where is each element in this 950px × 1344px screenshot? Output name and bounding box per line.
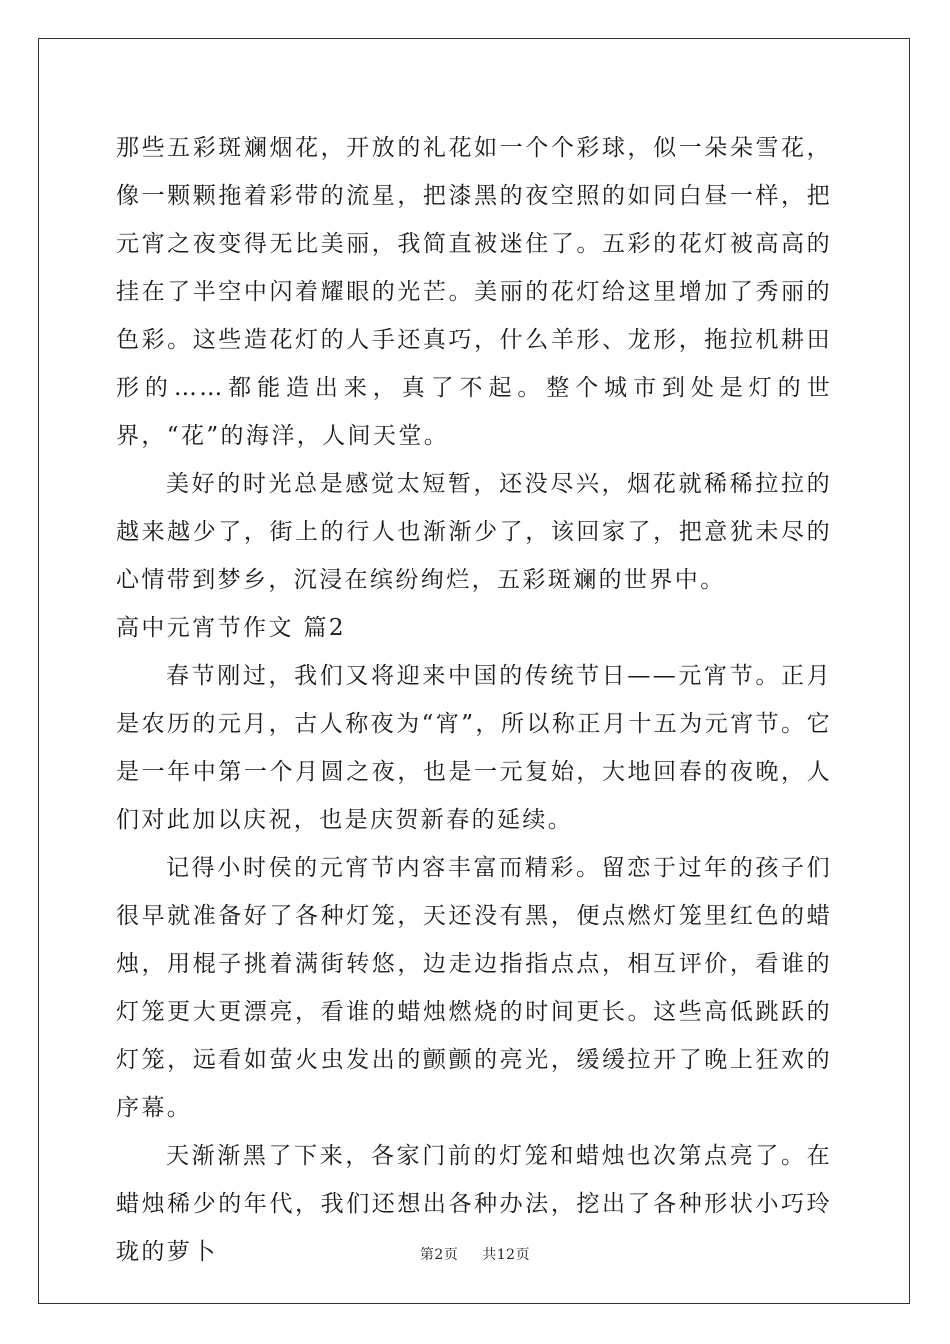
paragraph-fireworks: 那些五彩斑斓烟花，开放的礼花如一个个彩球，似一朵朵雪花，像一颗颗拖着彩带的流星，把漆黑的夜空照的如同白昼一样，把元宵之夜变得无比美丽，我简直被迷住了。五彩的花灯被高高的挂在了半空中闪着耀眼的光芒。美丽的花灯给这里增加了秀丽的色彩。这些造花灯的人手还真巧，什么羊形、龙形，拖拉机耕田形的……都能造出来，真了不起。整个城市到处是灯的世界，“花”的海洋，人间天堂。 (116, 135, 832, 449)
paragraph-lantern-festival-intro: 春节刚过，我们又将迎来中国的传统节日——元宵节。正月是农历的元月，古人称夜为“宵”，所以称正月十五为元宵节。它是一年中第一个月圆之夜，也是一元复始，大地回春的夜晚，人们对此加以庆祝，也是庆贺新春的延续。 (116, 663, 832, 833)
page-number: 第2页 (419, 1247, 459, 1263)
document-body (116, 124, 832, 1276)
paragraph-childhood-lanterns: 记得小时侯的元宵节内容丰富而精彩。留恋于过年的孩子们很早就准备好了各种灯笼，天还没有黑，便点燃灯笼里红色的蜡烛，用棍子挑着满街转悠，边走边指指点点，相互评价，看谁的灯笼更大更漂亮，看谁的蜡烛燃烧的时间更长。这些高低跳跃的灯笼，远看如萤火虫发出的颤颤的亮光，缓缓拉开了晚上狂欢的序幕。 (116, 855, 832, 1121)
page-footer (0, 1245, 950, 1265)
paragraph-nightfall: 天渐渐黑了下来，各家门前的灯笼和蜡烛也次第点亮了。在蜡烛稀少的年代，我们还想出各种办法，挖出了各种形状小巧玲珑的萝卜 (116, 1143, 832, 1265)
page-total: 共12页 (482, 1247, 531, 1263)
paragraph-time-passes: 美好的时光总是感觉太短暂，还没尽兴，烟花就稀稀拉拉的越来越少了，街上的行人也渐渐少了，该回家了，把意犹未尽的心情带到梦乡，沉浸在缤纷绚烂，五彩斑斓的世界中。 (116, 471, 832, 593)
section-heading: 高中元宵节作文 篇2 (116, 615, 346, 641)
